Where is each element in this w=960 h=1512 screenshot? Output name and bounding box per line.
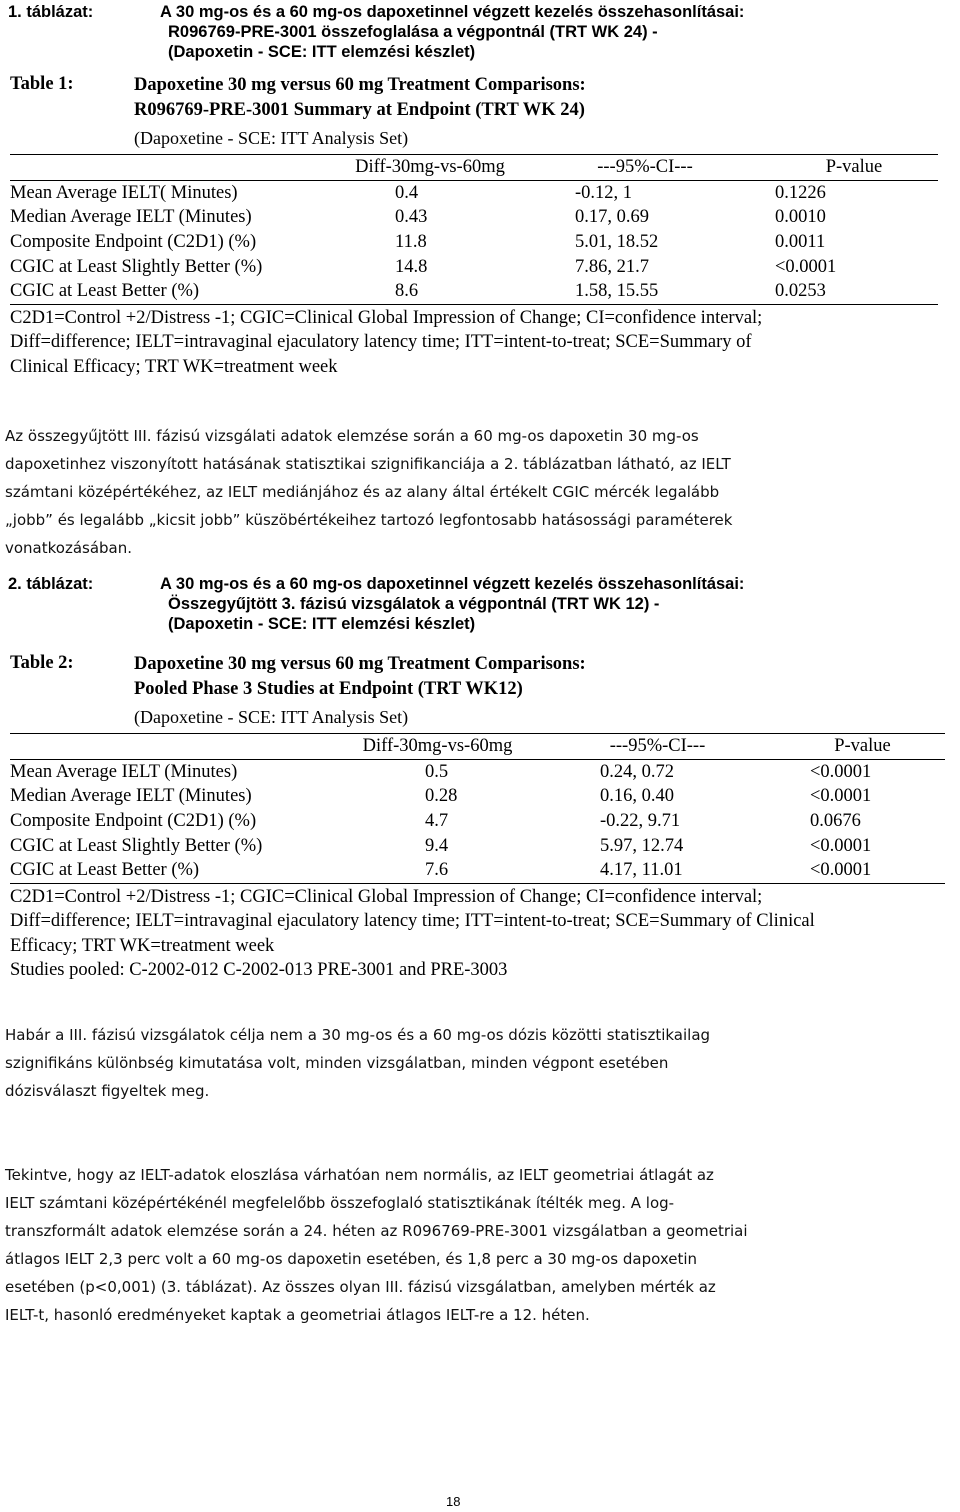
table1-caption-text bbox=[160, 2, 950, 62]
table1-footnote-line3: Clinical Efficacy; TRT WK=treatment week bbox=[10, 356, 338, 377]
paragraph-1-line2: dapoxetinhez viszonyított hatásának statisztikai szignifikanciája a 2. táblázatban látható, az IELT bbox=[5, 455, 731, 473]
ci-value: 0.17, 0.69 bbox=[575, 207, 649, 228]
p-value: <0.0001 bbox=[810, 860, 872, 881]
row-label: CGIC at Least Better (%) bbox=[10, 281, 200, 302]
diff-value: 0.28 bbox=[425, 786, 458, 807]
table2-title-line1: Dapoxetine 30 mg versus 60 mg Treatment Comparisons: bbox=[134, 654, 586, 674]
paragraph-3-line2: IELT számtani középértékénél megfelelőbb összefoglaló statisztikának ítélték meg. A log- bbox=[5, 1194, 675, 1212]
row-label: Mean Average IELT( Minutes) bbox=[10, 182, 238, 203]
p-value: <0.0001 bbox=[775, 256, 837, 277]
paragraph-2-line2: szignifikáns különbség kimutatása volt, minden vizsgálatban, minden végpont esetében bbox=[5, 1054, 669, 1072]
table1-title bbox=[134, 73, 586, 123]
ci-value: -0.22, 9.71 bbox=[600, 811, 681, 832]
table2-title-line2: Pooled Phase 3 Studies at Endpoint (TRT WK12) bbox=[134, 679, 523, 699]
paragraph-1-line5: vonatkozásában. bbox=[5, 539, 133, 557]
diff-value: 9.4 bbox=[425, 835, 449, 856]
paragraph-3-line6: IELT-t, hasonló eredményeket kaptak a geometriai átlagos IELT-re a 12. héten. bbox=[5, 1306, 590, 1324]
paragraph-3-line5: esetében (p<0,001) (3. táblázat). Az összes olyan III. fázisú vizsgálatban, amelyben mérték az bbox=[5, 1278, 716, 1296]
table2-footnote bbox=[10, 885, 950, 983]
table1-title-line1: Dapoxetine 30 mg versus 60 mg Treatment Comparisons: bbox=[134, 75, 586, 95]
table1-footnote bbox=[10, 306, 945, 380]
table1-caption-number: 1. táblázat: bbox=[8, 3, 94, 21]
row-label: Mean Average IELT (Minutes) bbox=[10, 761, 238, 782]
diff-value: 0.5 bbox=[425, 761, 449, 782]
table1-subtitle: (Dapoxetine - SCE: ITT Analysis Set) bbox=[134, 128, 409, 148]
table2-footnote-line1: C2D1=Control +2/Distress -1; CGIC=Clinical Global Impression of Change; CI=confidence interval; bbox=[10, 886, 763, 907]
table1-header-p: P-value bbox=[825, 157, 883, 178]
table2-caption-line3: (Dapoxetin - SCE: ITT elemzési készlet) bbox=[168, 615, 476, 633]
table2-caption-line1: A 30 mg-os és a 60 mg-os dapoxetinnel végzett kezelés összehasonlításai: bbox=[160, 575, 745, 593]
p-value: 0.0010 bbox=[775, 207, 826, 228]
p-value: 0.0676 bbox=[810, 811, 861, 832]
table-row bbox=[10, 858, 945, 883]
p-value: <0.0001 bbox=[810, 786, 872, 807]
ci-value: 4.17, 11.01 bbox=[600, 860, 683, 881]
paragraph-3-line4: átlagos IELT 2,3 perc volt a 60 mg-os dapoxetin esetében, és 1,8 perc a 30 mg-os dapoxetin bbox=[5, 1250, 698, 1268]
row-label: Composite Endpoint (C2D1) (%) bbox=[10, 811, 257, 832]
table2-caption-hu bbox=[8, 574, 953, 636]
table-row bbox=[10, 759, 945, 784]
page-number: 18 bbox=[446, 1494, 461, 1509]
diff-value: 14.8 bbox=[395, 256, 428, 277]
table1-header-ci: ---95%-CI--- bbox=[597, 157, 693, 178]
table1-header-row bbox=[10, 155, 938, 181]
table1-caption-line3: (Dapoxetin - SCE: ITT elemzési készlet) bbox=[168, 43, 476, 61]
diff-value: 8.6 bbox=[395, 281, 419, 302]
table-row bbox=[10, 205, 938, 230]
row-label: CGIC at Least Slightly Better (%) bbox=[10, 835, 263, 856]
ci-value: 0.16, 0.40 bbox=[600, 786, 674, 807]
diff-value: 11.8 bbox=[395, 232, 427, 253]
table2-header-p: P-value bbox=[834, 736, 891, 757]
table2-header-row bbox=[10, 734, 945, 760]
table1-caption-line2: R096769-PRE-3001 összefoglalása a végpontnál (TRT WK 24) - bbox=[168, 23, 658, 41]
table1-block bbox=[10, 70, 945, 379]
table2-footnote-line4: Studies pooled: C-2002-012 C-2002-013 PRE-3001 and PRE-3003 bbox=[10, 960, 508, 981]
table2-caption-number: 2. táblázat: bbox=[8, 575, 94, 593]
ci-value: 5.01, 18.52 bbox=[575, 232, 659, 253]
table-row bbox=[10, 180, 938, 205]
paragraph-2 bbox=[5, 1021, 955, 1105]
table1-footnote-line2: Diff=difference; IELT=intravaginal ejaculatory latency time; ITT=intent-to-treat; SCE=Summary of bbox=[10, 332, 752, 353]
table1-footnote-line1: C2D1=Control +2/Distress -1; CGIC=Clinical Global Impression of Change; CI=confidence interval; bbox=[10, 307, 763, 328]
table-row bbox=[10, 254, 938, 279]
ci-value: 1.58, 15.55 bbox=[575, 281, 659, 302]
table1-caption-line1: A 30 mg-os és a 60 mg-os dapoxetinnel végzett kezelés összehasonlításai: bbox=[160, 3, 745, 21]
ci-value: -0.12, 1 bbox=[575, 182, 633, 203]
p-value: <0.0001 bbox=[810, 835, 872, 856]
ci-value: 7.86, 21.7 bbox=[575, 256, 649, 277]
paragraph-1-line4: „jobb” és legalább „kicsit jobb” küszöbértékeihez tartozó legfontosabb hatásossági paraméterek bbox=[5, 511, 733, 529]
p-value: 0.1226 bbox=[775, 182, 826, 203]
row-label: CGIC at Least Slightly Better (%) bbox=[10, 256, 263, 277]
table2-caption-line2: Összegyűjtött 3. fázisú vizsgálatok a végpontnál (TRT WK 12) - bbox=[168, 595, 660, 613]
ci-value: 5.97, 12.74 bbox=[600, 835, 684, 856]
table2-data-table bbox=[10, 733, 945, 884]
table-row bbox=[10, 809, 945, 834]
paragraph-1 bbox=[5, 422, 955, 562]
p-value: 0.0253 bbox=[775, 281, 826, 302]
paragraph-1-line1: Az összegyűjtött III. fázisú vizsgálati adatok elemzése során a 60 mg-os dapoxetin 30 mg-os bbox=[5, 427, 699, 445]
table1-data-table bbox=[10, 154, 938, 305]
diff-value: 4.7 bbox=[425, 811, 449, 832]
row-label: Composite Endpoint (C2D1) (%) bbox=[10, 232, 257, 253]
table1-caption-hu bbox=[8, 2, 953, 64]
table1-label: Table 1: bbox=[10, 74, 74, 94]
table-row bbox=[10, 230, 938, 255]
row-label: CGIC at Least Better (%) bbox=[10, 860, 200, 881]
table1-title-line2: R096769-PRE-3001 Summary at Endpoint (TRT WK 24) bbox=[134, 100, 585, 120]
table-row bbox=[10, 833, 945, 858]
diff-value: 0.4 bbox=[395, 182, 419, 203]
paragraph-3 bbox=[5, 1161, 955, 1329]
ci-value: 0.24, 0.72 bbox=[600, 761, 674, 782]
p-value: <0.0001 bbox=[810, 761, 872, 782]
row-label: Median Average IELT (Minutes) bbox=[10, 786, 252, 807]
paragraph-1-line3: számtani középértékéhez, az IELT mediánjához és az alany által értékelt CGIC mércék legalább bbox=[5, 483, 720, 501]
row-label: Median Average IELT (Minutes) bbox=[10, 207, 252, 228]
paragraph-3-line1: Tekintve, hogy az IELT-adatok eloszlása várhatóan nem normális, az IELT geometriai átlagát az bbox=[5, 1166, 714, 1184]
table-row bbox=[10, 279, 938, 304]
p-value: 0.0011 bbox=[775, 232, 826, 253]
diff-value: 0.43 bbox=[395, 207, 428, 228]
table2-caption-text bbox=[160, 574, 950, 634]
table2-header-diff: Diff-30mg-vs-60mg bbox=[362, 736, 513, 757]
diff-value: 7.6 bbox=[425, 860, 449, 881]
table2-subtitle: (Dapoxetine - SCE: ITT Analysis Set) bbox=[134, 707, 409, 727]
paragraph-2-line3: dózisválaszt figyeltek meg. bbox=[5, 1082, 210, 1100]
table2-footnote-line2: Diff=difference; IELT=intravaginal ejaculatory latency time; ITT=intent-to-treat; SCE=Summary of Clinical bbox=[10, 911, 815, 932]
table2-block bbox=[10, 649, 950, 983]
paragraph-3-line3: transzformált adatok elemzése során a 24. héten az R096769-PRE-3001 vizsgálatban a geometriai bbox=[5, 1222, 748, 1240]
table-row bbox=[10, 784, 945, 809]
table1-header-diff: Diff-30mg-vs-60mg bbox=[355, 157, 505, 178]
paragraph-2-line1: Habár a III. fázisú vizsgálatok célja nem a 30 mg-os és a 60 mg-os dózis közötti statisztikailag bbox=[5, 1026, 711, 1044]
table2-label: Table 2: bbox=[10, 653, 74, 673]
table2-header-ci: ---95%-CI--- bbox=[609, 736, 706, 757]
table2-footnote-line3: Efficacy; TRT WK=treatment week bbox=[10, 935, 275, 956]
table2-title bbox=[134, 652, 586, 702]
